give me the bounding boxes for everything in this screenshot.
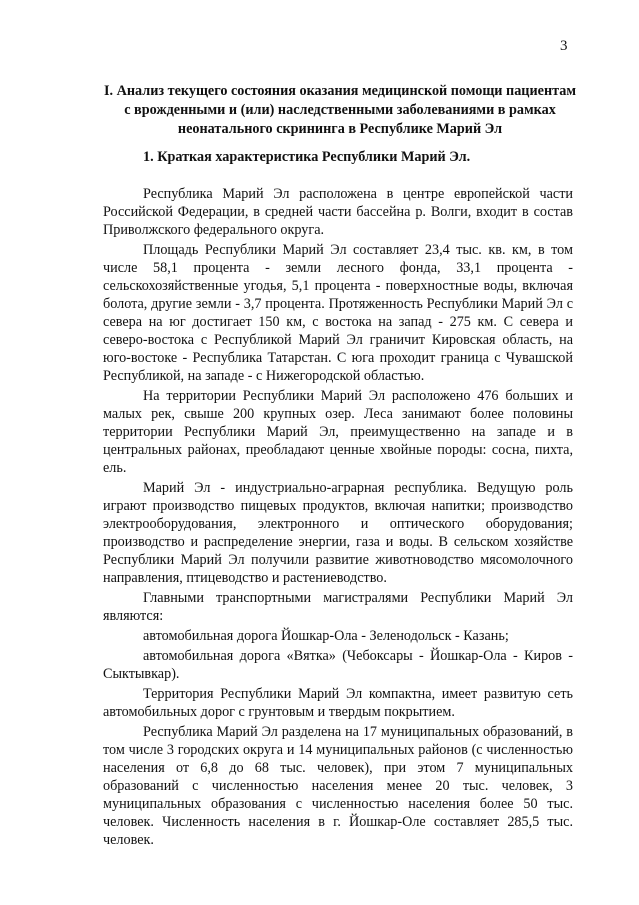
paragraph-area: Площадь Республики Марий Эл составляет 23,4 тыс. кв. км, в том числе 58,1 процента - земли лесного фонда, 33,1 процента - сельскохозяйственные угодья, 5,1 процента - поверхностные воды, включая болота, другие земли - 3,7 процента. Протяженность Республики Марий Эл с севера на юг достигает 150 км, с востока на запад - 275 км. С севера и северо-востока с Республикой Марий Эл граничит Кировская область, на юго-востоке - Республика Татарстан. С юга проходит граница с Чувашской Республикой, на западе - с Нижегородской областью. bbox=[103, 242, 573, 384]
section-heading: I. Анализ текущего состояния оказания медицинской помощи пациентам с врожденными и (или) наследственными заболеваниями в рамках неонатального скрининга в Республике Марий Эл bbox=[103, 83, 577, 137]
paragraph-municipalities: Республика Марий Эл разделена на 17 муниципальных образований, в том числе 3 городских округа и 14 муниципальных районов (с численностью населения от 6,8 до 68 тыс. человек), при этом 7 муниципальных образований с численностью населения менее 20 тыс. человек, 3 муниципальных образования с численностью населения более 50 тыс. человек. Численность населения в г. Йошкар-Оле составляет 285,5 тыс. человек. bbox=[103, 724, 573, 848]
page-number: 3 bbox=[560, 38, 568, 54]
body-text bbox=[103, 185, 573, 849]
paragraph-road-kazan: автомобильная дорога Йошкар-Ола - Зеленодольск - Казань; bbox=[143, 628, 509, 644]
section-subheading: 1. Краткая характеристика Республики Марий Эл. bbox=[143, 149, 471, 165]
paragraph-transport-intro: Главными транспортными магистралями Республики Марий Эл являются: bbox=[103, 590, 573, 624]
paragraph-location: Республика Марий Эл расположена в центре европейской части Российской Федерации, в средней части бассейна р. Волги, входит в состав Приволжского федерального округа. bbox=[103, 186, 573, 238]
paragraph-economy: Марий Эл - индустриально-аграрная республика. Ведущую роль играют производство пищевых продуктов, включая напитки; производство электрооборудования, электронного и оптического оборудования; производство и распределение энергии, газа и воды. В сельском хозяйстве Республики Марий Эл получили развитие животноводство мясомолочного направления, птицеводство и растениеводство. bbox=[103, 480, 573, 586]
paragraph-road-vyatka: автомобильная дорога «Вятка» (Чебоксары - Йошкар-Ола - Киров - Сыктывкар). bbox=[103, 648, 573, 682]
paragraph-road-network: Территория Республики Марий Эл компактна, имеет развитую сеть автомобильных дорог с грунтовым и твердым покрытием. bbox=[103, 686, 573, 720]
paragraph-rivers: На территории Республики Марий Эл расположено 476 больших и малых рек, свыше 200 крупных озер. Леса занимают более половины территории Республики Марий Эл, преимущественно на западе и в центральных районах, преобладают ценные хвойные породы: сосна, пихта, ель. bbox=[103, 388, 573, 476]
